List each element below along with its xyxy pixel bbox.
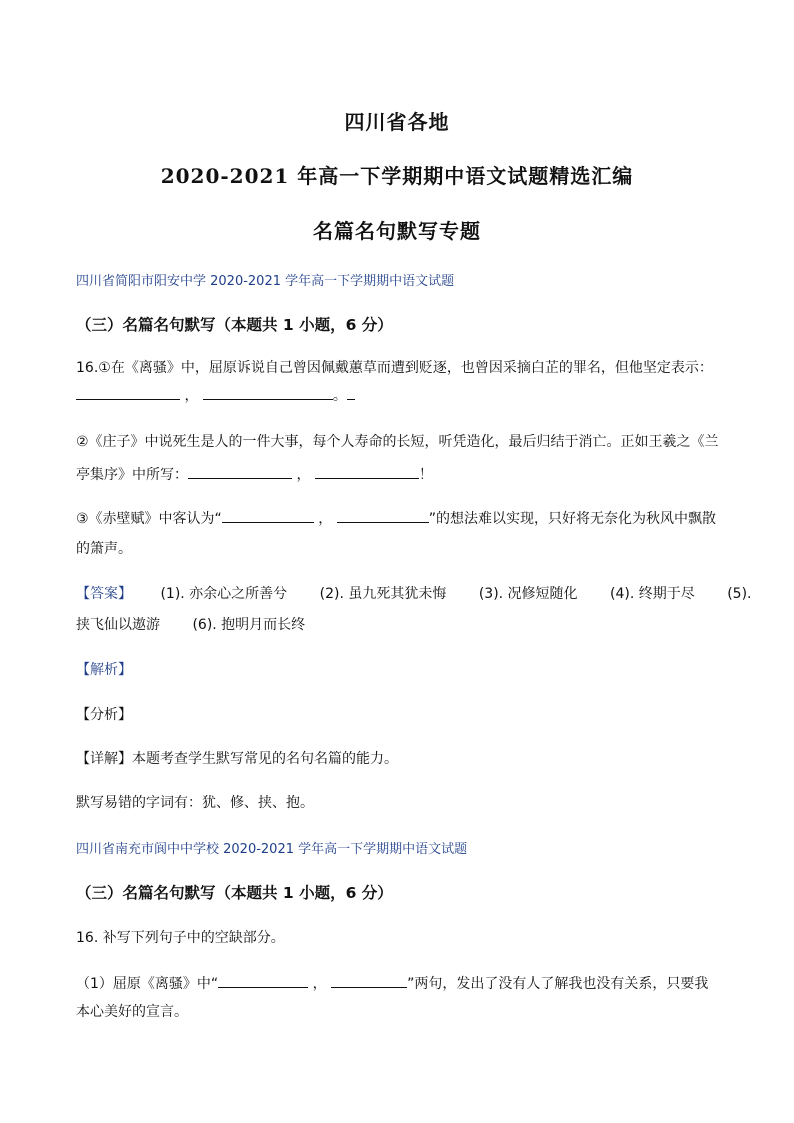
answer-blank[interactable] (203, 385, 333, 400)
answer-blank[interactable] (188, 464, 292, 479)
question-16-sub1-line1 (76, 973, 720, 994)
answer-blank[interactable] (222, 508, 314, 523)
answer-blank[interactable] (331, 973, 407, 988)
section-heading-2: （三）名篇名句默写（本题共 1 小题，6 分） (76, 884, 393, 902)
analysis-tag: 【解析】 (76, 662, 132, 678)
prompt-text: （1）屈原《离骚》中“ (76, 976, 219, 992)
comma: ， (184, 388, 199, 404)
answer-line-1 (76, 584, 752, 604)
period: 。 (332, 388, 347, 404)
question-16-part1: 16.①在《离骚》中，屈原诉说自己曾因佩戴蕙草而遭到贬逐，也曾因采摘白芷的罪名，但他坚定表示： (76, 360, 713, 376)
prompt-text: ③《赤壁赋》中客认为“ (76, 511, 222, 527)
answer-tag: 【答案】 (76, 586, 132, 602)
question-16-sub1-line2: 本心美好的宣言。 (76, 1004, 188, 1020)
section-heading-1: （三）名篇名句默写（本题共 1 小题，6 分） (76, 316, 393, 334)
question-16-part2-line1: ②《庄子》中说死生是人的一件大事，每个人寿命的长短，听凭造化，最后归结于消亡。正如王羲之《兰 (76, 434, 719, 450)
prompt-text: 亭集序》中所写： (76, 467, 188, 483)
doc-title-line3: 名篇名句默写专题 (313, 219, 481, 243)
answer-blank[interactable] (218, 973, 308, 988)
answer-blank[interactable] (337, 508, 429, 523)
prompt-text: ”两句，发出了没有人了解我也没有关系，只要我 (407, 976, 709, 992)
fenxi-label: 【分析】 (76, 707, 132, 723)
comma: ， (318, 511, 333, 527)
question-16-part1-blanks (76, 385, 720, 406)
answer-blank (347, 385, 355, 400)
answer-item: (3). 况修短随化 (478, 586, 578, 602)
answer-item: (1). 亦余心之所善兮 (160, 586, 288, 602)
answer-item: (4). 终期于尽 (610, 586, 695, 602)
comma: ， (296, 467, 311, 483)
detail-text: 【详解】本题考查学生默写常见的名句名篇的能力。 (76, 751, 398, 767)
question-16-part2-line2 (76, 464, 720, 485)
prompt-text: ”的想法难以实现，只好将无奈化为秋风中飘散 (428, 511, 716, 527)
question-16-intro: 16. 补写下列句子中的空缺部分。 (76, 930, 285, 946)
error-words-text: 默写易错的字词有：犹、修、挟、抱。 (76, 795, 314, 811)
answer-item: (6). 抱明月而长终 (192, 617, 306, 633)
answer-blank[interactable] (76, 385, 180, 400)
question-16-part3-line1 (76, 508, 720, 529)
answer-item: (2). 虽九死其犹未悔 (319, 586, 447, 602)
source-line-1: 四川省简阳市阳安中学 2020-2021 学年高一下学期期中语文试题 (76, 274, 455, 289)
answer-item: (5). (727, 586, 752, 602)
exclamation: ！ (418, 467, 433, 483)
source-line-2: 四川省南充市阆中中学校 2020-2021 学年高一下学期期中语文试题 (76, 842, 468, 857)
answer-line-2 (76, 615, 720, 635)
answer-blank[interactable] (315, 464, 419, 479)
question-16-part3-line2: 的箫声。 (76, 541, 132, 557)
answer-item: 挟飞仙以遨游 (76, 617, 160, 633)
doc-title-line2: 2020-2021 年高一下学期期中语文试题精选汇编 (160, 164, 634, 188)
comma: ， (312, 976, 327, 992)
doc-title-line1: 四川省各地 (344, 110, 450, 134)
